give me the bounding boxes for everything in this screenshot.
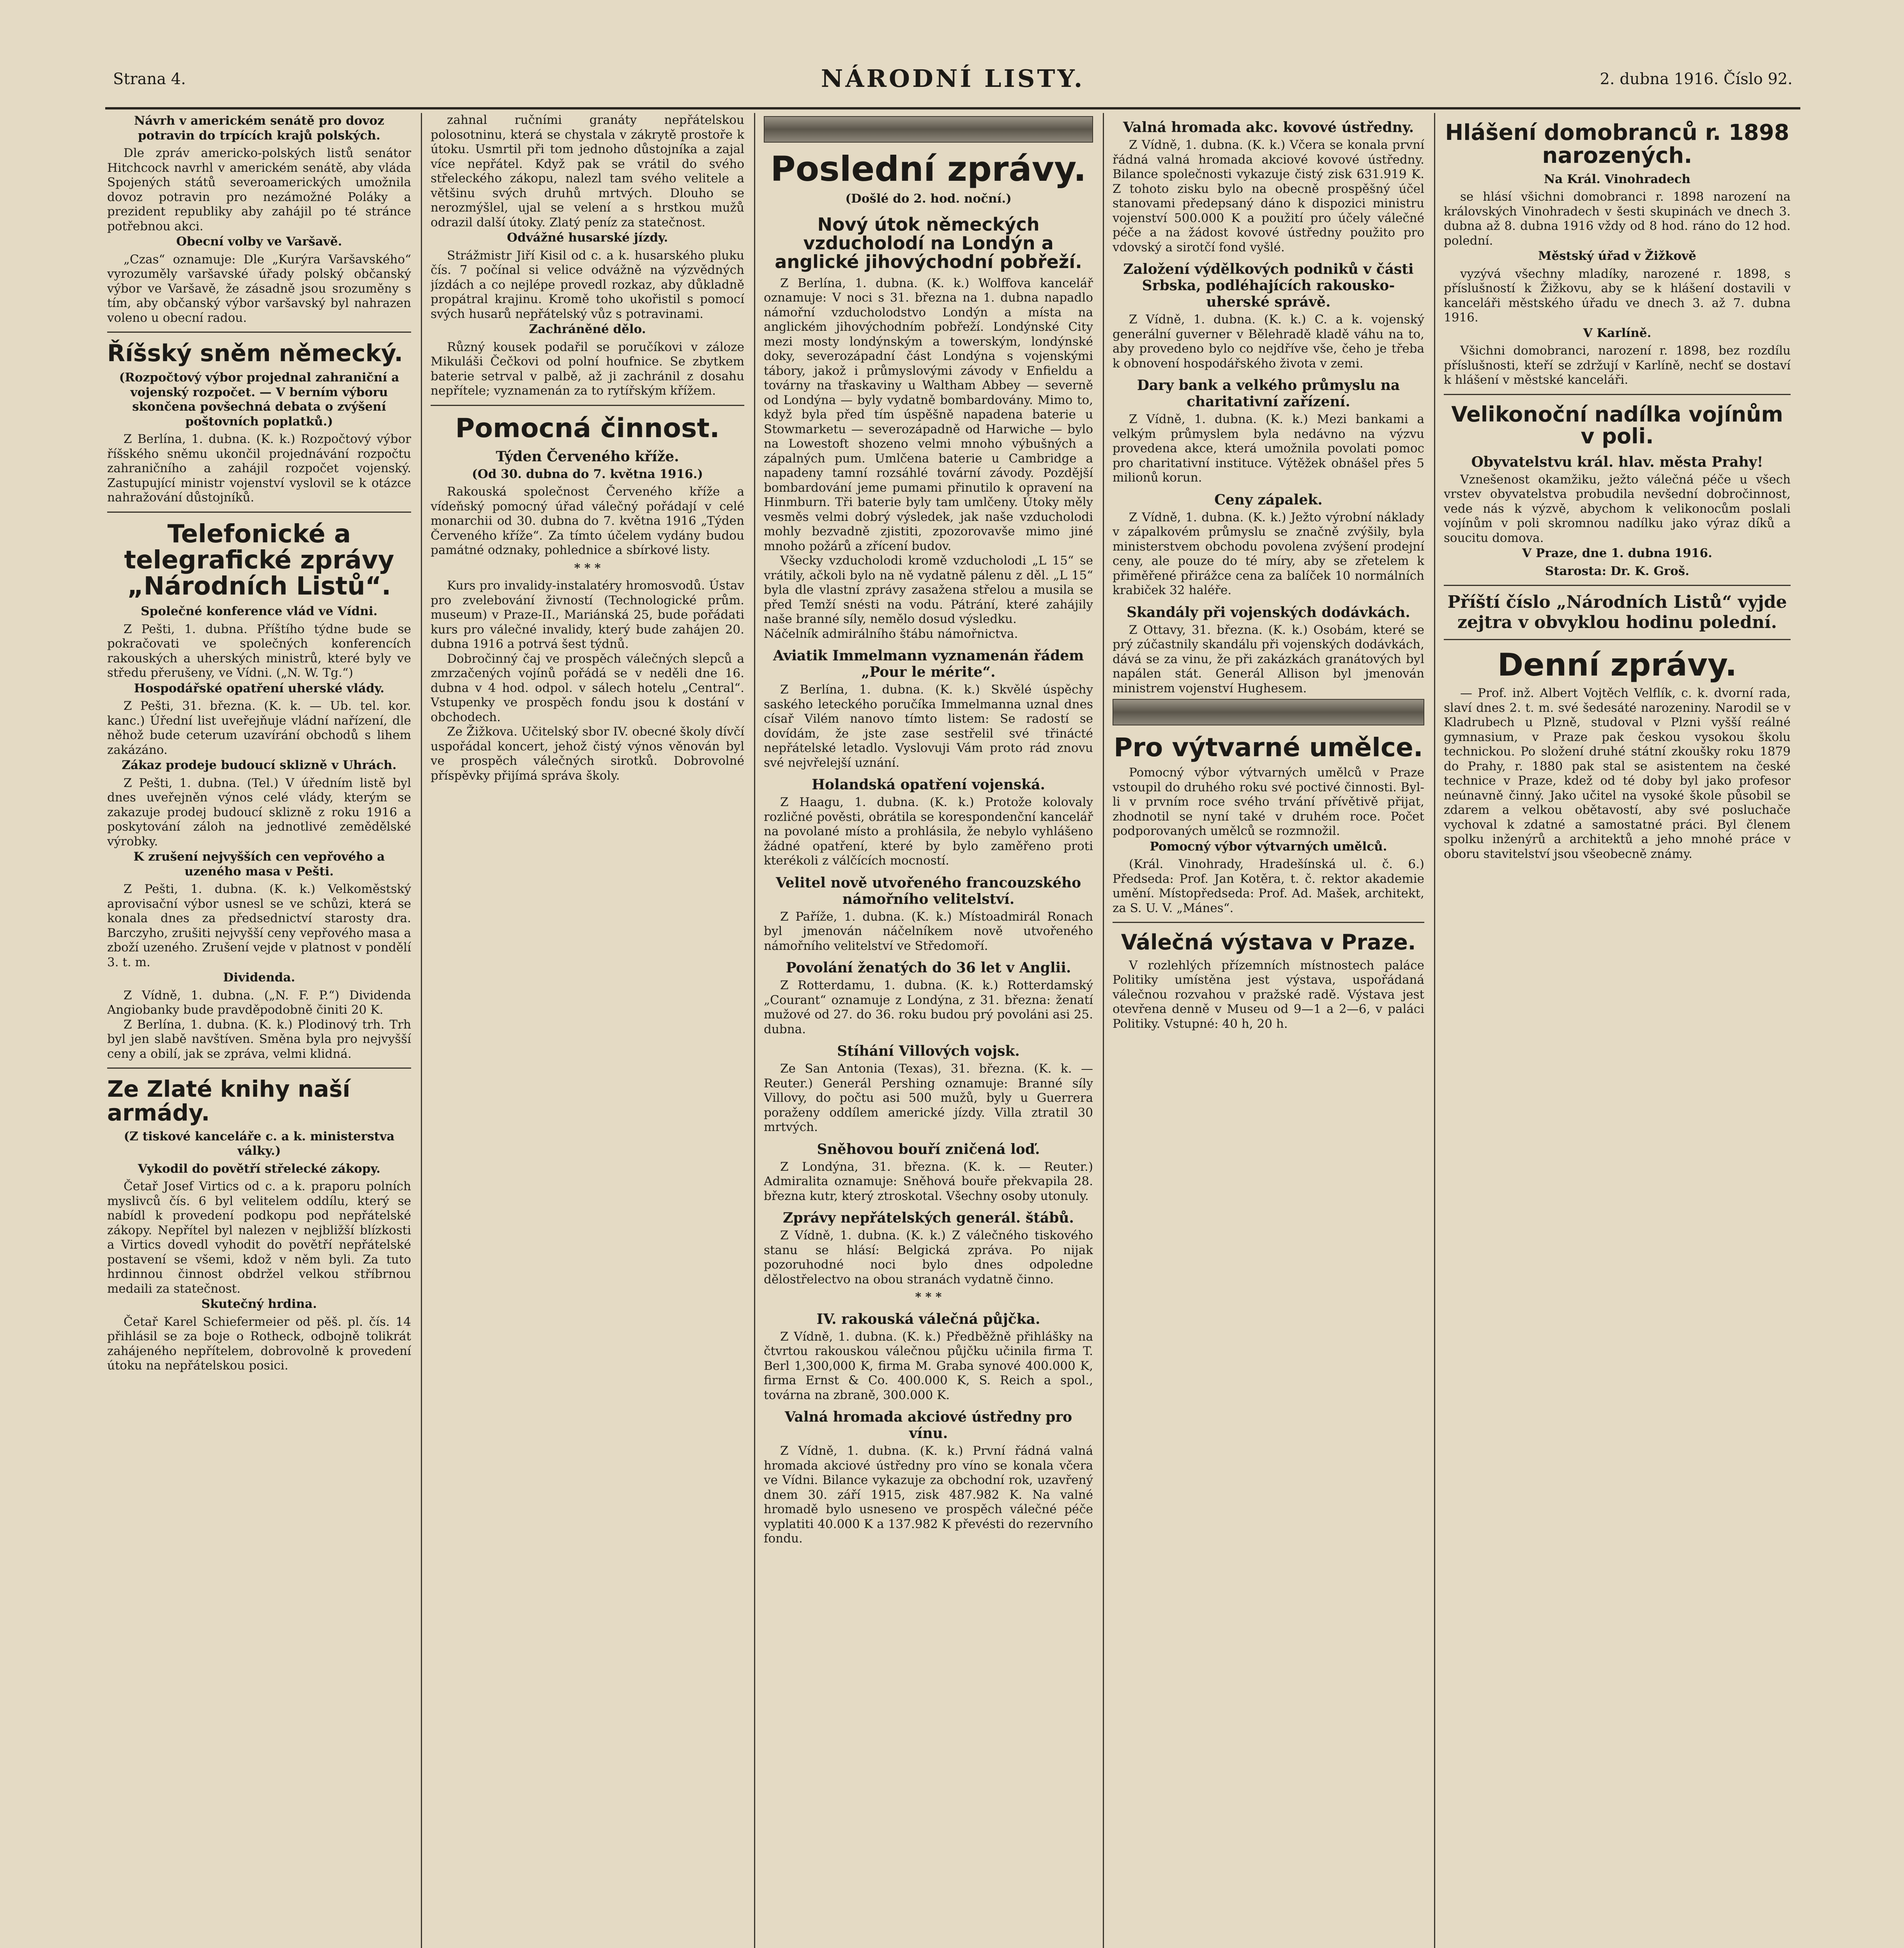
article-heading: Zákaz prodeje budoucí sklizně v Uhrách.: [122, 758, 397, 773]
column-1: [107, 113, 411, 1948]
article-text: (Král. Vinohrady, Hradešínská ul. č. 6.) Předseda: Prof. Jan Kotěra, t. č. rektor akademie umění. Místopředseda: Prof. Ad. Mašek, architekt, za S. U. V. „Mánes“.: [1113, 857, 1424, 915]
article-subheading: (Rozpočtový výbor projednal zahraniční a vojenský rozpočet. — V berním výboru skončena povšechná debata o zvýšení poštovních poplatků.): [119, 371, 399, 429]
article-text: Z Pešti, 31. března. (K. k. — Ub. tel. kor. kanc.) Úřední list uveřejňuje vládní nařízení, dle něhož bude ceterum uzavírání obchodů s lihem zakázáno.: [107, 699, 411, 757]
article-text: Z Vídně, 1. dubna. (K. k.) První řádná valná hromada akciové ústředny pro víno se konala včera ve Vídni. Bilance vykazuje za obchodní rok, uzavřený dnem 30. září 1915, zisk 487.982 K. Na valné hromadě bylo usneseno ve prospěch válečné péče vyplatiti 40.000 K a 137.982 K převésti do rezervního fondu.: [764, 1444, 1093, 1546]
article-text: Z Londýna, 31. března. (K. k. — Reuter.) Admiralita oznamuje: Sněhová bouře překvapila 28. března kutr, který ztroskotal. Všechny osoby utonuly.: [764, 1159, 1093, 1203]
article-subheading: (Od 30. dubna do 7. května 1916.): [472, 467, 703, 481]
section-headline: Poslední zprávy.: [770, 149, 1086, 189]
header-rule: [105, 107, 1800, 109]
article-text: Rakouská společnost Červeného kříže a vídeňský pomocný úřad válečný pořádají v celé monarchii od 30. dubna do 7. května 1916 „Týden Červeného kříže“. Za tímto účelem vydány budou památné odznaky, pohlednice a sbírkové listy.: [431, 485, 744, 558]
separator: [1444, 394, 1791, 395]
article-text: Z Vídně, 1. dubna. („N. F. P.“) Dividenda Angiobanky bude pravděpodobně činiti 20 K.: [107, 988, 411, 1017]
article-heading: Aviatik Immelmann vyznamenán řádem „Pour le mérite“.: [773, 648, 1084, 681]
article-heading: Stíhání Villových vojsk.: [837, 1043, 1020, 1060]
article-heading: Ceny zápalek.: [1214, 491, 1323, 508]
article-heading: Na Král. Vinohradech: [1544, 172, 1691, 186]
article-heading: Týden Červeného kříže.: [496, 448, 679, 465]
section-headline: Válečná výstava v Praze.: [1121, 930, 1416, 955]
article-text: Dle zpráv americko-polských listů senátor Hitchcock navrhl v americkém senátě, aby vláda Spojených států severoamerických umožnila dovoz potravin pro nezámožné Poláky a prezident republiky aby zahájil po té stránce potřebnou akci.: [107, 146, 411, 233]
article-heading: Velitel nově utvořeného francouzského námořního velitelství.: [775, 874, 1081, 907]
page-header: [113, 62, 1793, 109]
article-heading: K zrušení nejvyšších cen vepřového a uzeného masa v Pešti.: [133, 850, 385, 879]
article-subheading: (Došlé do 2. hod. noční.): [845, 192, 1012, 206]
article-heading: Návrh v americkém senátě pro dovoz potravin do trpících krajů polských.: [134, 114, 385, 143]
article-text: „Czas“ oznamuje: Dle „Kurýra Varšavského“ vyrozuměly varšavské úřady polský občanský výbor ve Varšavě, že zásadně jsou srozuměny s tím, aby občanský výbor varšavský byl nahrazen voleno u obecní radou.: [107, 252, 411, 325]
column-5: [1444, 113, 1791, 1948]
article-text: Z Vídně, 1. dubna. (K. k.) Ježto výrobní náklady v zápalkovém průmyslu se značně zvýšily, byla ministerstvem obchodu povolena zvýšení prodejní ceny, ale pouze do té míry, aby se zřetelem k přiměřené přirážce cena za balíček 10 normálních krabiček 32 haléře.: [1113, 510, 1424, 597]
column-3: [764, 113, 1093, 1948]
article-text: Z Vídně, 1. dubna. (K. k.) Z válečného tiskového stanu se hlásí: Belgická zpráva. Po nijak pozoruhodné noci bylo dnes odpoledne dělostřelectvo na obou stranách vydatně činno.: [764, 1228, 1093, 1286]
article-heading: Vykodil do povětří střelecké zákopy.: [138, 1161, 381, 1176]
article-text: Z Berlína, 1. dubna. (K. k.) Skvělé úspěchy saského leteckého poručíka Immelmanna uznal dnes císař Vilém nanovo tímto listem: Se radostí se dovídám, že jste zase sestřelil své třinácté nepřátelské letadlo. Vyslovuji Vám proto rád znovu své nejvřelejší uznání.: [764, 683, 1093, 770]
page-number: Strana 4.: [113, 70, 186, 88]
ornament-stars: * * *: [915, 1290, 942, 1304]
article-heading: Holandská opatření vojenská.: [812, 776, 1045, 793]
article-heading: Dary bank a velkého průmyslu na charitativní zařízení.: [1137, 377, 1400, 410]
article-text: Ze Žižkova. Učitelský sbor IV. obecné školy dívčí uspořádal koncert, jehož čistý výnos věnován byl ve prospěch válečných sirotků. Dobrovolné příspěvky přijímá správa školy.: [431, 725, 744, 783]
article-text: vyzývá všechny mladíky, narozené r. 1898, s příslušností k Žižkovu, aby se k hlášení dostavili v kanceláři městského úřadu ve dnech 3. až 7. dubna 1916.: [1444, 266, 1791, 325]
separator: [431, 405, 744, 406]
section-headline: Velikonoční nadílka vojínům v poli.: [1451, 402, 1783, 449]
article-heading: Zachráněné dělo.: [529, 322, 646, 336]
separator: [1444, 639, 1791, 640]
separator: [1113, 922, 1424, 923]
article-text: Různý kousek podařil se poručíkovi v záloze Mikuláši Čečkovi od polní houfnice. Se zbytkem baterie setrval v palbě, až ji zachránil z dosahu nepřítele; vyznamenán za to rytířským křížem.: [431, 340, 744, 398]
article-heading: Skandály při vojenských dodávkách.: [1127, 604, 1410, 621]
article-text: V rozlehlých přízemních místnostech paláce Politiky umístěna jest výstava, uspořádaná válečnou rozvahou v pražské radě. Výstava jest otevřena denně v Museu od 9—1 a 2—6, v paláci Politiky. Vstupné: 40 h, 20 h.: [1113, 958, 1424, 1031]
article-text: Pomocný výbor výtvarných umělců v Praze vstoupil do druhého roku své poctivé činnosti. Byl-li v prvním roce svého trvání přívětivě přijat, zhodnotil se nyní také v druhém roce. Počet podporovaných umělců se rozmnožil.: [1113, 766, 1424, 838]
article-heading: Pomocný výbor výtvarných umělců.: [1150, 839, 1387, 854]
article-text: Z Pešti, 1. dubna. Příštího týdne bude se pokračovati ve společných konferencích rakouských a uherských ministrů, které byly ve středu přerušeny, ve Vídni. („N. W. Tg.“): [107, 622, 411, 680]
article-text: Kurs pro invalidy-instalatéry hromosvodů. Ústav pro zvelebování živností (Technologické prům. museum) v Praze-II., Mariánská 25, bude pořádati kurs pro válečné invalidy, který bude zahájen 20. dubna 1916 a potrvá šest týdnů.: [431, 579, 744, 651]
ornament-stars: * * *: [574, 561, 601, 575]
section-headline: Denní zprávy.: [1497, 647, 1737, 683]
article-heading: Městský úřad v Žižkově: [1538, 249, 1696, 263]
article-heading: IV. rakouská válečná půjčka.: [816, 1311, 1040, 1327]
ornamental-banner: [1113, 699, 1424, 725]
article-text: Z Vídně, 1. dubna. (K. k.) Včera se konala první řádná valná hromada akciové kovové ústředny. Bilance společnosti vykazuje čistý zisk 631.919 K. Z tohoto zisku bylo na obecně prospěšný účel stanovami předepsaný dáno k dispozici ministru vojenství 500.000 K a použití pro účely válečné péče a na žádost kovové ústředny použito pro vdovský a sirotčí fond vyšlé.: [1113, 138, 1424, 254]
article-text: se hlásí všichni domobranci r. 1898 narození na královských Vinohradech v šesti skupinách ve dnech 3. dubna až 8. dubna 1916 vždy od 8 hod. ráno do 12 hod. polední.: [1444, 190, 1791, 248]
article-heading: Hospodářské opatření uherské vlády.: [134, 681, 385, 695]
article-text: Ze San Antonia (Texas), 31. března. (K. k. — Reuter.) Generál Pershing oznamuje: Branné síly Villovy, do počtu asi 500 mužů, byly u Guerrera poraženy oddílem americké jízdy. Villa ztratil 30 mrtvých.: [764, 1062, 1093, 1135]
article-text: Z Vídně, 1. dubna. (K. k.) C. a k. vojenský generální guverner v Bělehradě kladě váhu na to, aby provedeno bylo co nejdříve vše, čeho je třeba k obnovení hospodářského života v zemi.: [1113, 312, 1424, 371]
article-heading: Dividenda.: [223, 970, 295, 985]
section-headline: Ze Zlaté knihy naší armády.: [107, 1076, 350, 1126]
column-divider: [754, 113, 755, 1948]
column-divider: [1103, 113, 1104, 1948]
article-text: Z Berlína, 1. dubna. (K. k.) Rozpočtový výbor říšského sněmu ukončil projednávání rozpočtu zahraničního a zahájil rozpočet vojenský. Zastupující ministr vojenství vyslovil se k otázce nahražování důstojníků.: [107, 432, 411, 505]
article-text: Z Pešti, 1. dubna. (K. k.) Velkoměstský aprovisační výbor usnesl se ve schůzi, která se konala dnes za předsednictví starosty dra. Barczyho, zrušiti nejvyšší ceny vepřového masa a zboží uzeného. Zrušení vejde v platnost v pondělí 3. t. m.: [107, 882, 411, 969]
section-headline: Pomocná činnost.: [455, 413, 720, 444]
column-divider: [421, 113, 422, 1948]
article-heading: Valná hromada akciové ústředny pro vínu.: [784, 1409, 1072, 1442]
article-signature: Náčelník admirálního štábu námořnictva.: [764, 626, 1018, 641]
column-4: [1113, 113, 1424, 1948]
article-text: Z Berlína, 1. dubna. (K. k.) Wolffova kancelář oznamuje: V noci s 31. března na 1. dubna napadlo námořní vzducholodstvo Londýn a místa na anglickém jihovýchodním pobřeží. Londýnské City mezi mosty londýnským a towerským, londýnské doky, severozápadní část Londýna s vojenskými tábory, jakož i průmyslovými závody v Enfieldu a továrny na třaskaviny u Waltham Abbey — severně od Londýna — byly vydatně bombardovány. Mimo to, když byla před tím úspěšně napadena baterie u Stowmarketu — severozápadně od Harwiche — bylo na Lowestoft shozeno velmi mnoho výbušných a zápalných pum. Umlčena baterie u Cambridge a napadeny tamní rozsáhlé tovární závody. Pozdější bombardování jeme pumami přinutilo k opravení na Hinmburn. Tři baterie byly tam umlčeny. Útoky měly vesměs velmi dobrý výsledek, jak naše vzducholodi mohly bezvadně zjistiti, zpozorovavše mimo jiné mnoho požárů a zřícení budov.: [764, 276, 1093, 553]
article-text: Z Vídně, 1. dubna. (K. k.) Předběžně přihlášky na čtvrtou rakouskou válečnou půjčku učinila firma T. Berl 1,300,000 K, firma M. Graba synové 400.000 K, firma Ernst & Co. 400.000 K, S. Reich a spol., továrna na zbraně, 300.000 K.: [764, 1329, 1093, 1402]
separator: [107, 1068, 411, 1069]
article-text: Z Ottavy, 31. března. (K. k.) Osobám, které se prý zúčastnily skandálu při vojenských dodávkách, dává se za vinu, že při zakázkách granátových byl napálen stát. Generál Allison byl jmenován ministrem vojenství Hughesem.: [1113, 623, 1424, 695]
section-headline: Říšský sněm německý.: [107, 340, 403, 367]
article-text: Z Pešti, 1. dubna. (Tel.) V úředním listě byl dnes uveřejněn výnos celé vlády, kterým se zakazuje prodej budoucí sklizně z roku 1916 a poskytování záloh na jednotlivé zemědělské výrobky.: [107, 776, 411, 849]
article-text: — Prof. inž. Albert Vojtěch Velflík, c. k. dvorní rada, slaví dnes 2. t. m. své šedesáté narozeniny. Narodil se v Kladrubech u Plzně, studoval v Plzni vyšší reálné gymnasium, v Praze pak českou vysokou školu technickou. Po složení druhé státní zkoušky roku 1879 do Prahy, r. 1880 pak stal se asistentem na české technice v Praze, kdež od té doby byl jako profesor neúnavně činný. Jako učitel na vysoké škole působil se zdarem a velkou obětavostí, aby své posluchače vychoval k zdatné a samostatné práci. Byl členem spolku inženýrů a architektů a jeho mnohé práce v oboru stavitelství jsou všeobecně známy.: [1444, 686, 1791, 861]
article-heading: Obecní volby ve Varšavě.: [176, 235, 342, 249]
section-headline: Telefonické a telegrafické zprávy „Národních Listů“.: [124, 519, 394, 601]
notice-headline: Příští číslo „Národních Listů“ vyjde zejtra v obvyklou hodinu polední.: [1447, 592, 1787, 633]
ornamental-banner: [764, 116, 1093, 143]
section-headline: Pro výtvarné umělce.: [1114, 732, 1423, 762]
article-headline: Nový útok německých vzducholodí na Londýn a anglické jihovýchodní pobřeží.: [775, 214, 1082, 273]
article-text: zahnal ručními granáty nepřátelskou polosotninu, která se chystala v zákrytě prostoře k útoku. Usmrtil při tom jednoho důstojníka a zajal více nepřátel. Když pak se vrátil do svého střeleckého zákopu, nalezl tam svého velitele a většinu svých druhů mrtvých. Dlouho se nerozmýšlel, ujal se velení a s hrstkou mužů odrazil další útoky. Zlatý peníz za statečnost.: [431, 113, 744, 229]
article-heading: Sněhovou bouří zničená loď.: [817, 1141, 1040, 1158]
article-text: Z Haagu, 1. dubna. (K. k.) Protože kolovaly rozličné pověsti, obrátila se korespondenční kancelář na povolané místo a prohlásila, že nebylo vyhlášeno žádné opatření, které by bylo zaměřeno proti kterékoli z válčících mocností.: [764, 795, 1093, 868]
article-heading: Společné konference vlád ve Vídni.: [141, 604, 378, 619]
separator: [107, 512, 411, 513]
article-subheading: (Z tiskové kanceláře c. a k. ministerstva války.): [124, 1129, 395, 1158]
article-text: Četař Karel Schiefermeier od pěš. pl. čís. 14 přihlásil se za boje o Rotheck, odbojně tolikrát zahájeného nepřítelem, dobrovolně k provedení útoku na nepřátelskou posici.: [107, 1315, 411, 1373]
article-heading: V Karlíně.: [1583, 326, 1651, 340]
article-signature: V Praze, dne 1. dubna 1916.: [1522, 546, 1712, 561]
section-headline: Hlášení domobranců r. 1898 narozených.: [1445, 120, 1789, 168]
column-divider: [1434, 113, 1435, 1948]
article-text: Z Paříže, 1. dubna. (K. k.) Místoadmirál Ronach byl jmenován náčelníkem nově utvořeného námořního velitelství ve Středomoří.: [764, 909, 1093, 953]
article-text: Z Vídně, 1. dubna. (K. k.) Mezi bankami a velkým průmyslem byla nedávno na výzvu provedena akce, která umožnila povolati pomoc pro charitativní instituce. Výtěžek obnášel přes 5 milionů korun.: [1113, 412, 1424, 485]
separator: [107, 332, 411, 333]
article-text: Vznešenost okamžiku, ježto válečná péče u všech vrstev obyvatelstva probudila nevšední dobročinnost, vede nás k výzvě, abychom k velikonocům poslali vojínům v poli skromnou nadílku jako výraz díků a soucitu domova.: [1444, 472, 1791, 545]
article-text: Strážmistr Jiří Kisil od c. a k. husarského pluku čís. 7 počínal si velice odvážně na výzvědných jízdách a co nejlépe provedl rozkaz, aby důkladně propátral krajinu. Kromě toho ukořistil s pomocí svých husarů nepřátelský vůz s potravinami.: [431, 248, 744, 321]
article-heading: Odvážné husarské jízdy.: [507, 231, 668, 245]
article-signature: Starosta: Dr. K. Groš.: [1545, 564, 1690, 578]
article-heading: Valná hromada akc. kovové ústředny.: [1123, 119, 1414, 136]
column-2: [431, 113, 744, 1948]
article-heading: Povolání ženatých do 36 let v Anglii.: [786, 960, 1071, 976]
article-text: Všichni domobranci, narození r. 1898, bez rozdílu příslušnosti, kteří se zdržují v Karlíně, nechť se dostaví k hlášení v městské kanceláři.: [1444, 344, 1791, 387]
article-text: Všecky vzducholodi kromě vzducholodi „L 15“ se vrátily, ačkoli bylo na ně vydatně pálenu z děl. „L 15“ byla dle vlastní zprávy zasažena střelou a musila se před Temží snésti na vodu. Pátrání, které zahájily naše branné síly, nemělo dosud výsledku.: [764, 554, 1093, 626]
article-heading: Skutečný hrdina.: [201, 1297, 317, 1311]
article-heading: Založení výdělkových podniků v části Srbska, podléhajících rakousko-uherské správě.: [1123, 261, 1414, 310]
article-text: Dobročinný čaj ve prospěch válečných slepců a zmrzačených vojínů pořádá se v neděli dne 16. dubna v 4 hod. odpol. v sálech hotelu „Central“. Vstupenky ve prospěch fondu jsou k dostání v obchodech.: [431, 651, 744, 724]
article-heading: Obyvatelstvu král. hlav. města Prahy!: [1471, 453, 1763, 470]
article-heading: Zprávy nepřátelských generál. štábů.: [783, 1210, 1074, 1226]
article-text: Četař Josef Virtics od c. a k. praporu polních myslivců čís. 6 byl velitelem oddílu, který se nabídl k provedení podkopu pod nepřátelské zákopy. Nepřítel byl nalezen v nejbližší blízkosti a Virtics dovedl vyhodit do povětří nepřátelské postavení se všemi, kdož v něm byli. Za tuto hrdinnou činnost obdržel velkou stříbrnou medaili za statečnost.: [107, 1179, 411, 1296]
article-text: Z Rotterdamu, 1. dubna. (K. k.) Rotterdamský „Courant“ oznamuje z Londýna, z 31. března: ženatí mužové od 27. do 36. roku budou prý povoláni asi 25. dubna.: [764, 978, 1093, 1036]
newspaper-title: NÁRODNÍ LISTY.: [821, 64, 1085, 93]
separator: [1444, 585, 1791, 586]
article-text: Z Berlína, 1. dubna. (K. k.) Plodinový trh. Trh byl jen slabě navštíven. Směna byla pro nejvyšší ceny a obilí, jak se zpráva, velmi klidná.: [107, 1017, 411, 1061]
issue-date: 2. dubna 1916. Číslo 92.: [1600, 70, 1793, 88]
